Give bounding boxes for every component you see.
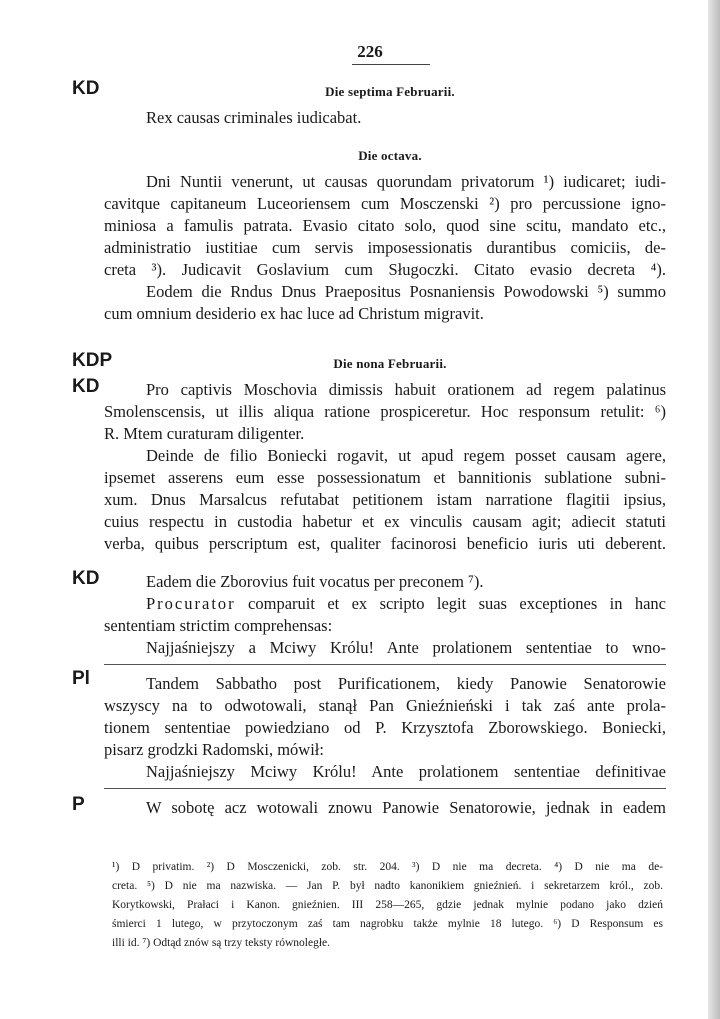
text-line: miniosa a famulis patrata. Evasio citato solo, quod sine scitu, mandato etc., bbox=[104, 216, 666, 235]
text-line: W sobotę acz wotowali znowu Panowie Senatorowie, jednak in eadem bbox=[146, 798, 666, 817]
section-heading: Die septima Februarii. bbox=[325, 84, 455, 99]
margin-label-p: P bbox=[72, 794, 85, 815]
text-line: Rex causas criminales iudicabat. bbox=[146, 108, 362, 127]
text-line: Eodem die Rndus Dnus Praepositus Posnaniensis Powodowski ⁵) summo bbox=[146, 282, 666, 301]
text-line: R. Mtem curaturam diligenter. bbox=[104, 424, 305, 443]
footnote-line: Korytkowski, Prałaci i Kanon. gnieźnien. III 258—265, gdzie jednak mylnie podano jako dzień bbox=[112, 899, 663, 911]
text-line: Najjaśniejszy Mciwy Królu! Ante prolationem sententiae definitivae bbox=[146, 762, 666, 781]
text-line: Smolenscensis, ut illis aliqua ratione prospiceretur. Hoc responsum retulit: ⁶) bbox=[104, 402, 666, 421]
text-line: cavitque capitaneum Luceoriensem cum Mosczenski ²) pro percussione igno- bbox=[104, 194, 666, 213]
margin-label-pl: Pl bbox=[72, 668, 90, 689]
section-heading: Die nona Februarii. bbox=[333, 356, 447, 371]
procurator-word: Procurator bbox=[146, 594, 236, 613]
margin-label-kdp: KDP bbox=[72, 350, 113, 371]
text-line: xum. Dnus Marsalcus refutabat petitionem istam narratione flagitii ipsius, bbox=[104, 490, 666, 509]
footnote-line: ¹) D privatim. ²) D Mosczenicki, zob. str. 204. ³) D nie ma decreta. ⁴) D nie ma de- bbox=[112, 861, 663, 873]
text-line: Tandem Sabbatho post Purificationem, kiedy Panowie Senatorowie bbox=[146, 674, 666, 693]
text-line: Dni Nuntii venerunt, ut causas quorundam privatorum ¹) iudicaret; iudi- bbox=[146, 172, 666, 191]
text-line: Eadem die Zborovius fuit vocatus per preconem ⁷). bbox=[146, 572, 484, 591]
text-line: verba, quibus perscriptum est, qualiter facinorosi beneficio iuris uti deberent. bbox=[104, 534, 666, 553]
section-divider bbox=[104, 664, 666, 665]
text-line: cum omnium desiderio ex hac luce ad Christum migravit. bbox=[104, 304, 484, 323]
text-line: pisarz grodzki Radomski, mówił: bbox=[104, 740, 324, 759]
text-line: sententiam strictim comprehensas: bbox=[104, 616, 333, 635]
footnote-line: śmierci 1 lutego, w przytoczonym zaś tam nagrobku także mylnie 18 lutego. ⁶) D Responsum es bbox=[112, 918, 663, 930]
footnote-line: illi id. ⁷) Odtąd znów są trzy teksty równoległe. bbox=[112, 937, 330, 949]
section-heading: Die octava. bbox=[358, 148, 422, 163]
margin-label-kd: KD bbox=[72, 568, 100, 589]
text-line: ipsemet asserens eum esse possessionatum et bannitionis sublatione subni- bbox=[104, 468, 666, 487]
text-line: administratio iustitiae cum servis imposessionatis durantibus comiciis, de- bbox=[104, 238, 666, 257]
text-line: cuius respectu in custodia habetur et ex vinculis causam agit; adiecit statuti bbox=[104, 512, 666, 531]
text-line: Najjaśniejszy a Mciwy Królu! Ante prolationem sententiae to wno- bbox=[146, 638, 666, 657]
page-number: 226 bbox=[357, 42, 383, 61]
text-line: wszyscy na to odwotowali, stanął Pan Gnieźnieński i tak zaś ante prola- bbox=[104, 696, 666, 715]
text-line: creta ³). Judicavit Goslavium cum Sługoczki. Citato evasio decreta ⁴). bbox=[104, 260, 666, 279]
section-divider bbox=[104, 788, 666, 789]
footnote-line: creta. ⁵) D nie ma nazwiska. — Jan P. był nadto kanonikiem gnieźnień. i sekretarzem król., zob. bbox=[112, 880, 663, 892]
text-fragment: comparuit et ex scripto legit suas exceptiones in hanc bbox=[235, 594, 666, 613]
page-number-rule bbox=[352, 64, 430, 65]
text-line: tionem sententiae powiedziano od P. Krzysztofa Zborowskiego. Boniecki, bbox=[104, 718, 666, 737]
margin-label-kd: KD bbox=[72, 78, 100, 99]
text-line: Deinde de filio Boniecki rogavit, ut apud regem posset causam agere, bbox=[146, 446, 666, 465]
margin-label-kd: KD bbox=[72, 376, 100, 397]
text-line: Pro captivis Moschovia dimissis habuit orationem ad regem palatinus bbox=[146, 380, 666, 399]
text-line bbox=[146, 594, 666, 614]
